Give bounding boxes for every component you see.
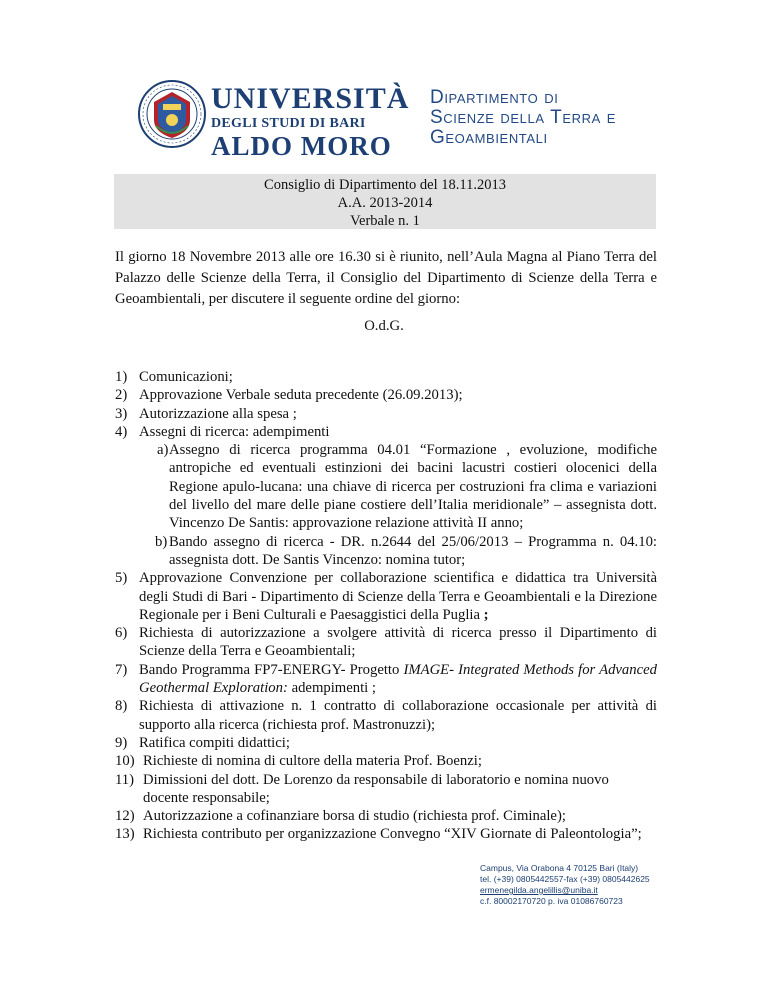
agenda-item-13 [115,825,657,843]
footer-phone: tel. (+39) 0805442557-fax (+39) 0805442625 [480,874,650,884]
footer-email-link[interactable]: ermenegilda.angelillis@uniba.it [480,885,598,895]
agenda-item-4 [115,423,657,441]
intro-paragraph: Il giorno 18 Novembre 2013 alle ore 16.30 si è riunito, nell’Aula Magna al Piano Terra del Palazzo delle Scienze della Terra, il Consiglio del Dipartimento di Scienze della Terra e Geoambientali, per discutere il seguente ordine del giorno: [115,249,657,307]
university-seal-logo [138,80,206,153]
academic-year: A.A. 2013-2014 [337,195,433,211]
agenda-item-number: b) [155,533,168,550]
agenda-item-number: 4) [115,423,128,440]
agenda-item-3 [115,405,657,423]
agenda-item-text: Approvazione Convenzione per collaborazione scientifica e didattica tra Università degli Studi di Bari - Dipartimento di Scienze della Terra e Geoambientali e la Direzione Regionale per i Beni Culturali e Paesaggistici della Puglia [139,570,657,623]
agenda-item-7 [115,661,657,698]
agenda-item-number: 2) [115,387,128,404]
agenda-item-text: Richiesta di autorizzazione a svolgere attività di ricerca presso il Dipartimento di Scienze della Terra e Geoambientali; [139,625,657,660]
agenda-item-text: Autorizzazione alla spesa ; [139,405,297,422]
agenda-heading: O.d.G. [364,318,404,334]
agenda-item-text: Approvazione Verbale seduta precedente (26.09.2013); [139,387,463,404]
agenda-item-11 [115,771,657,808]
agenda-item-1 [115,368,657,386]
agenda-list [115,368,657,844]
agenda-item-10 [115,752,657,770]
agenda-item-tail: ; [480,606,489,623]
agenda-item-number: 10) [115,753,135,770]
department-name-line3: Geoambientali [430,127,548,148]
agenda-item-text: Ratifica compiti didattici; [139,734,290,751]
agenda-item-text: Richiesta contributo per organizzazione Convegno “XIV Giornate di Paleontologia”; [143,826,642,843]
agenda-item-text: Bando Programma FP7-ENERGY- Progetto [139,661,404,678]
agenda-item-text: Bando assegno di ricerca - DR. n.2644 del 25/06/2013 – Programma n. 04.10: assegnista dott. De Santis Vincenzo: nomina tutor; [169,533,657,568]
agenda-item-2 [115,386,657,404]
agenda-item-number: 12) [115,808,135,825]
agenda-item-text: Autorizzazione a cofinanziare borsa di studio (richiesta prof. Ciminale); [143,808,566,825]
agenda-item-italic-title: IMAGE- Integrated Methods for Advanced Geothermal Exploration: [139,661,657,697]
department-name [430,88,616,148]
agenda-subitem-4a [115,441,657,532]
agenda-item-number: 6) [115,625,128,642]
university-name [211,84,409,160]
agenda-item-text-wrap [115,569,657,624]
agenda-item-text: Comunicazioni; [139,369,233,385]
agenda-item-text: Richiesta di attivazione n. 1 contratto di collaborazione occasionale per attività di supporto alla ricerca (richiesta prof. Mastronuzzi); [139,698,657,733]
minutes-number: Verbale n. 1 [350,213,420,229]
agenda-item-number: 8) [115,698,128,715]
agenda-item-9 [115,734,657,752]
university-name-line2: DEGLI STUDI DI BARI [211,116,366,131]
agenda-item-number: 5) [115,570,128,587]
agenda-item-12 [115,807,657,825]
agenda-item-number: a) [157,442,169,459]
agenda-item-tail: adempimenti ; [287,680,376,697]
agenda-item-8 [115,697,657,734]
agenda-item-number: 7) [115,661,128,678]
agenda-item-text-wrap [115,661,657,698]
agenda-item-number: 3) [115,405,128,422]
footer-fiscal-codes: c.f. 80002170720 p. iva 01086760723 [480,896,623,906]
agenda-item-number: 13) [115,826,135,843]
meeting-title: Consiglio di Dipartimento del 18.11.2013 [264,177,506,193]
agenda-item-5 [115,569,657,624]
agenda-item-text: Richieste di nomina di cultore della materia Prof. Boenzi; [143,753,482,770]
contact-footer [480,863,650,907]
agenda-item-number: 11) [115,771,135,788]
agenda-item-6 [115,624,657,661]
department-name-line1: Dipartimento di [430,87,559,108]
agenda-item-text: Assegni di ricerca: adempimenti [139,423,330,440]
agenda-item-text: Assegno di ricerca programma 04.01 “Formazione , evoluzione, modifiche antropiche ed eventuali estinzioni dei bacini lacustri costieri olocenici della Regione apulo-lucana: una chiave di ricerca per costruzioni fra clima e variazioni del livello del mare delle piane costiere dell’Italia meridionale” – assegnista dott. Vincenzo De Santis: approvazione relazione attività II anno; [169,442,657,532]
footer-address: Campus, Via Orabona 4 70125 Bari (Italy) [480,863,639,873]
agenda-item-number: 1) [115,369,128,385]
department-name-line2: Scienze della Terra e [430,107,617,128]
meeting-title-box [114,174,656,229]
agenda-item-number: 9) [115,734,128,751]
university-name-line3: ALDO MORO [211,131,392,161]
university-name-line1: UNIVERSITÀ [211,82,410,115]
agenda-subitem-4b [115,533,657,570]
agenda-item-text: Dimissioni del dott. De Lorenzo da responsabile di laboratorio e nomina nuovo docente responsabile; [143,771,609,806]
